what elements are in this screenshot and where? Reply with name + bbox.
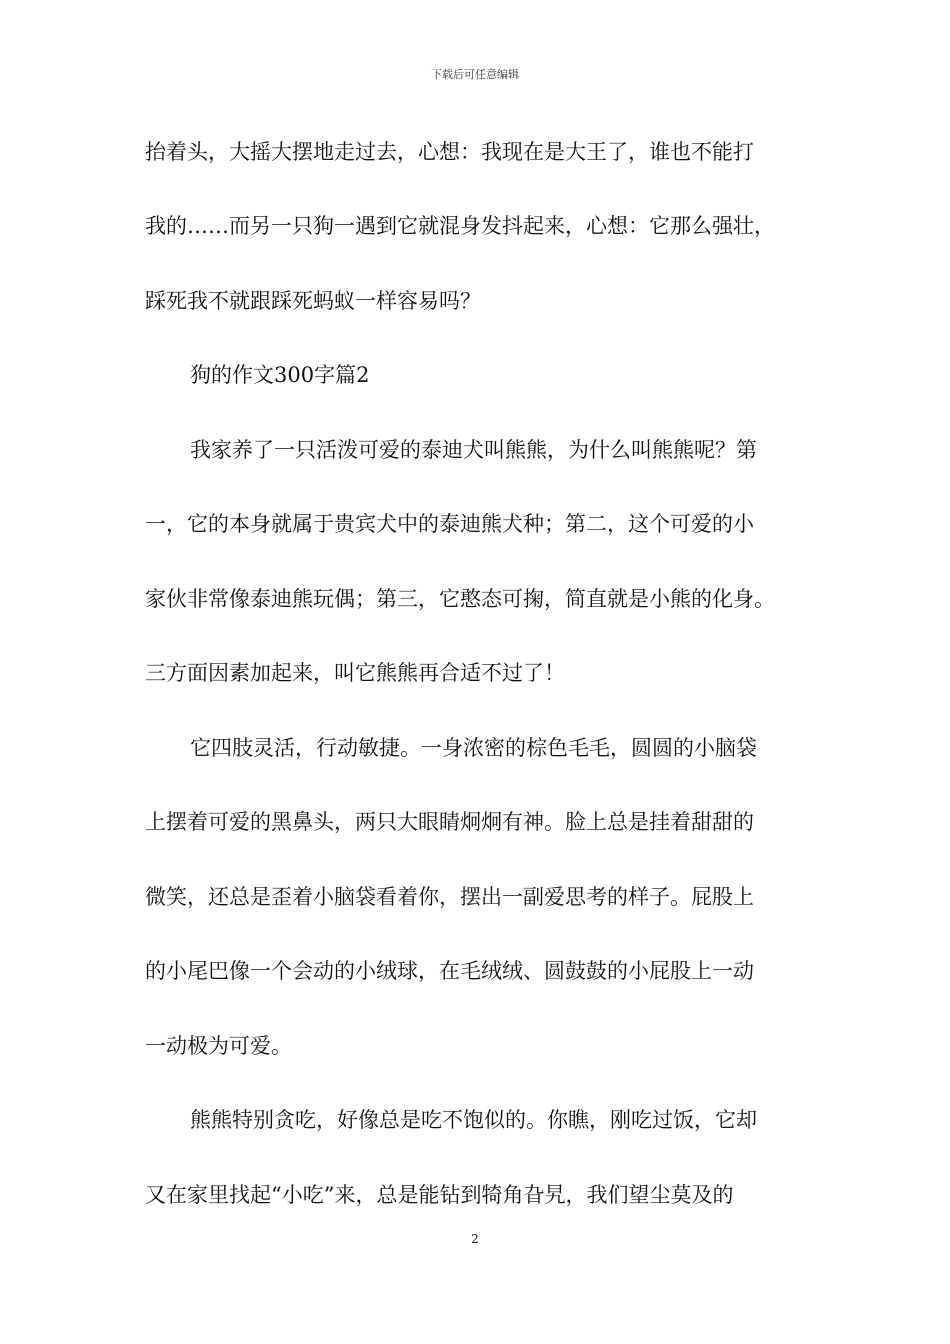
section-heading: 狗的作文300字篇2: [190, 363, 370, 387]
text-line: 踩死我不就跟踩死蚂蚁一样容易吗？: [145, 289, 481, 313]
text-line: 的小尾巴像一个会动的小绒球，在毛绒绒、圆鼓鼓的小屁股上一动: [145, 959, 754, 983]
text-line: 我家养了一只活泼可爱的泰迪犬叫熊熊，为什么叫熊熊呢？第: [190, 438, 757, 462]
text-line: 抬着头，大摇大摆地走过去，心想：我现在是大王了，谁也不能打: [145, 140, 754, 164]
text-line: 它四肢灵活，行动敏捷。一身浓密的棕色毛毛，圆圆的小脑袋: [190, 736, 757, 760]
text-line: 我的……而另一只狗一遇到它就混身发抖起来，心想：它那么强壮，: [145, 214, 775, 238]
page-number: 2: [471, 1232, 479, 1246]
text-line: 熊熊特别贪吃，好像总是吃不饱似的。你瞧，刚吃过饭，它却: [190, 1108, 757, 1132]
text-line: 家伙非常像泰迪熊玩偶；第三，它憨态可掬，简直就是小熊的化身。: [145, 587, 775, 611]
text-line: 微笑，还总是歪着小脑袋看着你，摆出一副爱思考的样子。屁股上: [145, 885, 754, 909]
page-header: 下载后可任意编辑: [431, 68, 519, 81]
text-line: 三方面因素加起来，叫它熊熊再合适不过了！: [145, 661, 565, 685]
text-line: 一动极为可爱。: [145, 1034, 292, 1058]
text-line: 又在家里找起“小吃”来，总是能钻到犄角旮旯，我们望尘莫及的: [145, 1183, 734, 1207]
text-line: 一，它的本身就属于贵宾犬中的泰迪熊犬种；第二，这个可爱的小: [145, 512, 754, 536]
text-line: 上摆着可爱的黑鼻头，两只大眼睛炯炯有神。脸上总是挂着甜甜的: [145, 810, 754, 834]
